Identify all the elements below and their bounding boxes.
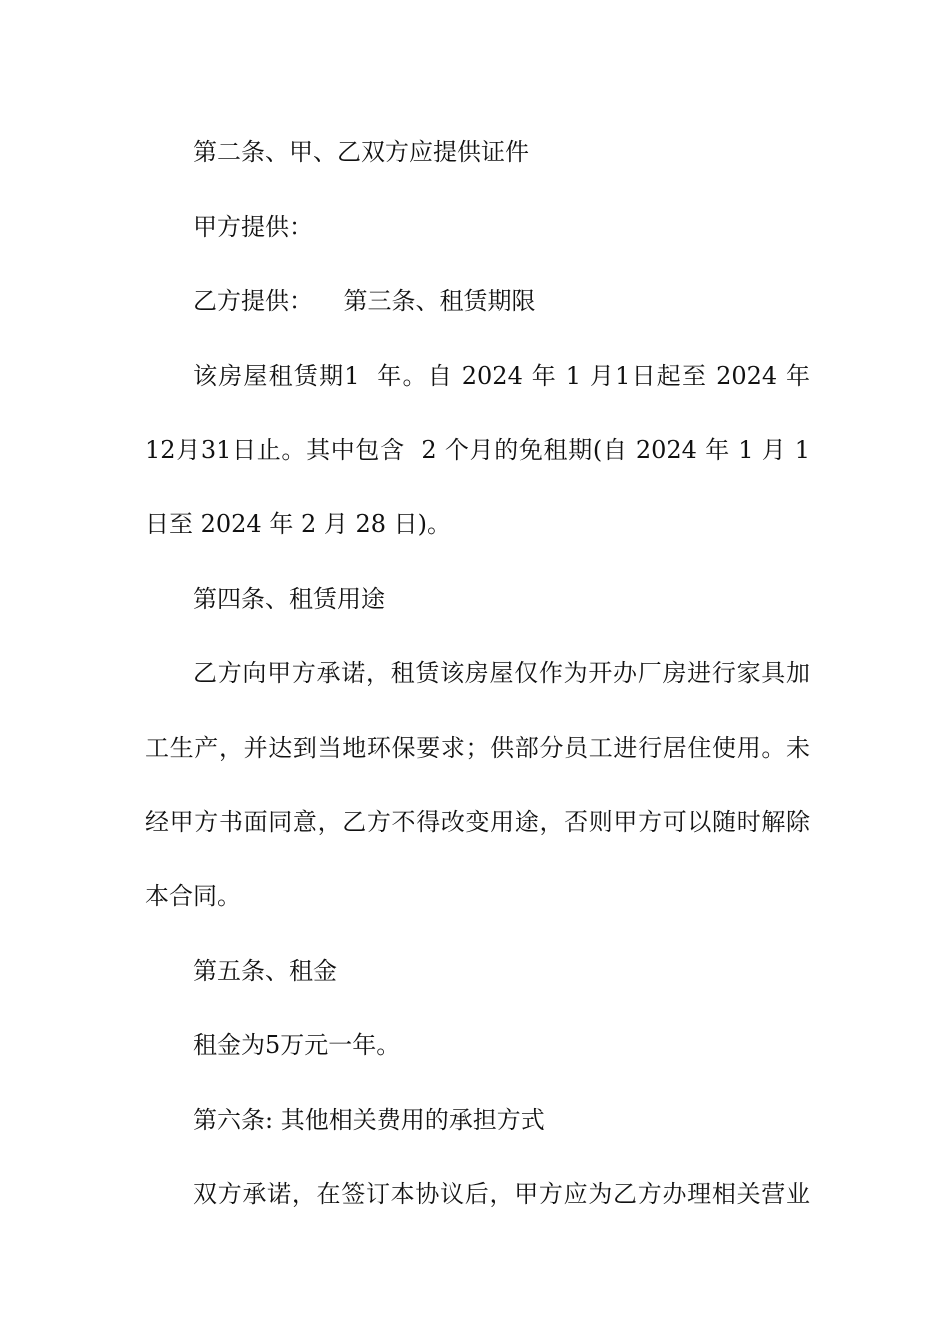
purpose-paragraph-line-3: 经甲方书面同意，乙方不得改变用途，否则甲方可以随时解除	[145, 808, 810, 836]
purpose-paragraph-line-1: 乙方向甲方承诺，租赁该房屋仅作为开办厂房进行家具加	[193, 659, 810, 687]
fees-paragraph-line-1: 双方承诺，在签订本协议后，甲方应为乙方办理相关营业	[193, 1180, 810, 1208]
purpose-paragraph-line-4: 本合同。	[145, 882, 241, 910]
article-6-heading: 第六条: 其他相关费用的承担方式	[193, 1106, 545, 1134]
party-a-provides: 甲方提供：	[193, 213, 313, 241]
purpose-paragraph-line-2: 工生产，并达到当地环保要求；供部分员工进行居住使用。未	[145, 734, 810, 762]
article-2-heading: 第二条、甲、乙双方应提供证件	[193, 138, 529, 166]
rent-amount-text: 租金为5万元一年。	[193, 1031, 401, 1059]
party-b-provides-and-article-3-heading: 乙方提供： 第三条、租赁期限	[193, 287, 536, 315]
lease-term-paragraph-line-2: 12月31日止。其中包含 2 个月的免租期(自 2024 年 1 月 1	[145, 436, 810, 464]
article-5-heading: 第五条、租金	[193, 957, 337, 985]
lease-term-paragraph-line-3: 日至 2024 年 2 月 28 日)。	[145, 510, 452, 538]
article-4-heading: 第四条、租赁用途	[193, 585, 385, 613]
lease-term-paragraph-line-1: 该房屋租赁期1 年。自 2024 年 1 月1日起至 2024 年	[193, 362, 810, 390]
